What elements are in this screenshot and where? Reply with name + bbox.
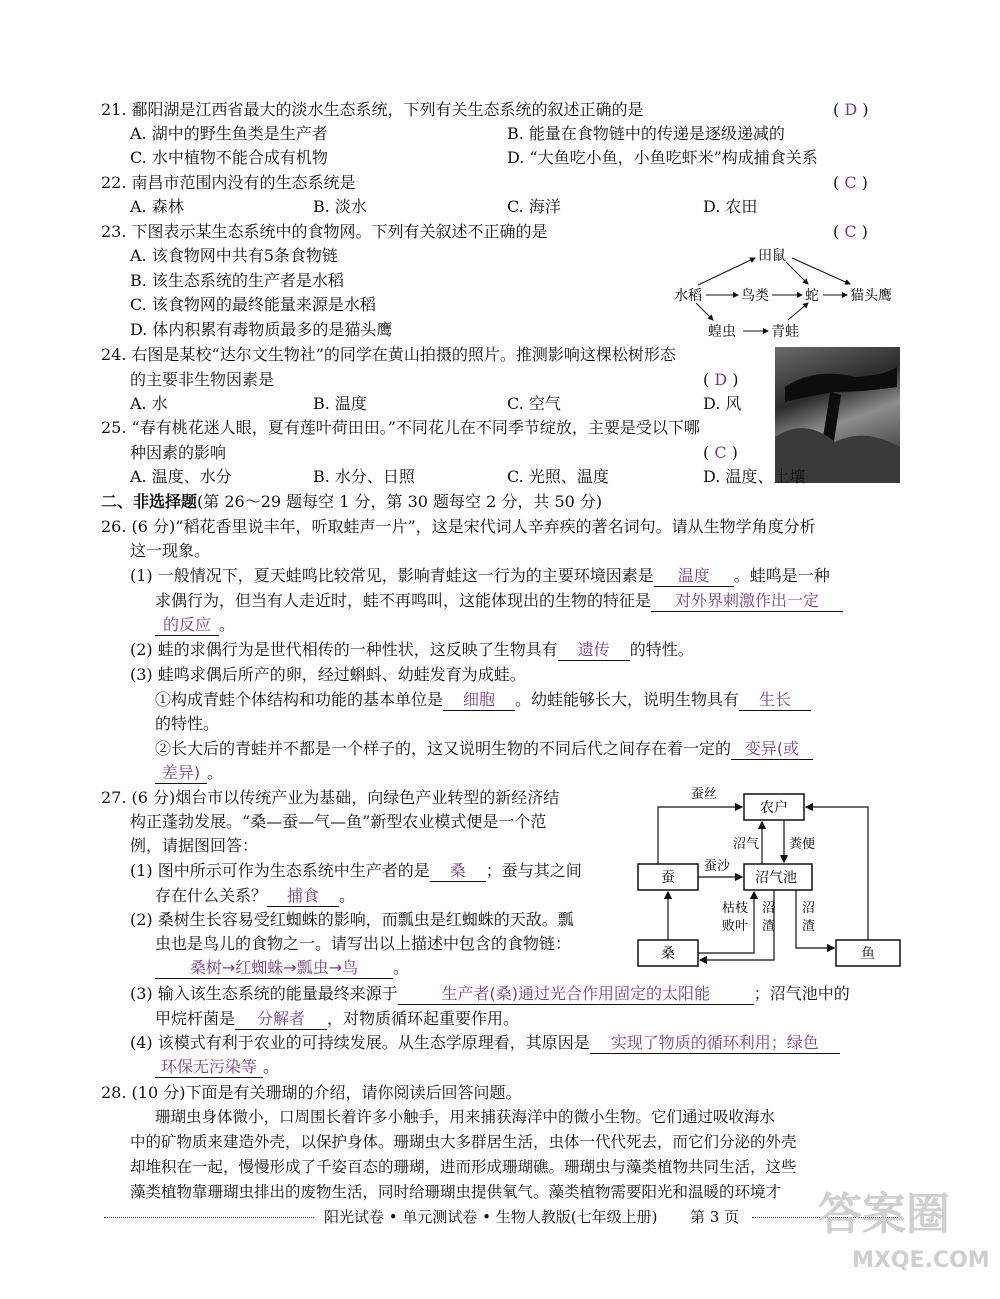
q25-option-a: A. 温度、水分 (130, 467, 232, 486)
q23-answer: C (844, 222, 857, 241)
q27-part3-line2 (155, 1009, 519, 1030)
q28-passage-line1: 珊瑚虫身体微小，口周围长着许多小触手，用来捕获海洋中的微小生物。它们通过吸收海水 (155, 1108, 776, 1126)
footer-page: 第 3 页 (690, 1208, 740, 1226)
q21-answer: D (844, 100, 858, 119)
arrow-fish-farmer (806, 807, 868, 940)
web-snake: 蛇 (805, 288, 819, 304)
pine-tree-silhouette (775, 347, 900, 483)
label-res1a: 沼 (762, 901, 776, 916)
q24-stem-line2: 的主要非生物因素是 (130, 370, 275, 389)
q27-answer4: 生产者(桑)通过光合作用固定的太阳能 (398, 984, 754, 1005)
q24-option-d: D. 风 (703, 394, 742, 413)
q22-option-a: A. 森林 (130, 197, 184, 216)
q27-part2-line1: (2) 桑树生长容易受红蜘蛛的影响，而瓢虫是红蜘蛛的天敌。瓢 (130, 910, 574, 929)
q27-part4-line2: 环保无污染等 。 (155, 1057, 279, 1078)
q27-p1b: ；蚕与其之间 (485, 861, 582, 880)
q27-p3b: ；沼气池中的 (753, 984, 850, 1003)
q27-part4-line1 (130, 1033, 840, 1054)
q27-part1-line1 (130, 861, 582, 882)
q26-answer3: 遗传 (558, 640, 630, 661)
q27-eco-diagram (636, 782, 904, 974)
q24-option-a: A. 水 (130, 394, 168, 413)
q26-part1-line2 (155, 591, 843, 612)
label-silk: 蚕丝 (691, 787, 718, 802)
arrow-frog-snake (788, 303, 808, 320)
q21-option-a: A. 湖中的野生鱼类是生产者 (130, 124, 328, 143)
footer-text: 阳光试卷 • 单元测试卷 • 生物人教版(七年级上册) (324, 1208, 658, 1226)
q26-part3b-line2: 差异) 。 (155, 763, 223, 784)
q27-stem-line2: 构正蓬勃发展。“桑—蚕—气—鱼”新型农业模式便是一个范 (130, 812, 547, 831)
watermark-url: MXQE.COM (852, 1248, 990, 1273)
label-sand: 蚕沙 (704, 859, 731, 874)
arrow-rice-locust (696, 303, 713, 320)
arrow-mouse-owl (792, 258, 850, 284)
q25-stem-line2: 种因素的影响 (130, 443, 227, 462)
q26-answer1: 温度 (654, 566, 734, 587)
q24-answer-paren: ( D ) (703, 370, 739, 389)
q27-part3-line1 (130, 984, 850, 1005)
watermark-logo: 答案圈 (818, 1189, 950, 1240)
label-fish: 鱼 (861, 946, 875, 962)
q27-answer2: 捕食 (267, 886, 339, 907)
q25-answer-paren: ( C ) (703, 443, 738, 462)
q26-part3a-line1 (155, 690, 811, 711)
q26-stem-line1: 26. (6 分)“稻花香里说丰年，听取蛙声一片”，这是宋代词人辛弃疾的著名词句。请从生物学角度分析 (101, 517, 816, 536)
q26-p3ab: 。幼蛙能够长大，说明生物具有 (515, 690, 740, 709)
q26-part3a-line2: 的特性。 (155, 714, 220, 733)
arrow-silk (658, 807, 742, 864)
q27-stem-line3: 例，请据图回答： (130, 836, 259, 855)
q23-stem: 23. 下图表示某生态系统中的食物网。下列有关叙述不正确的是 (101, 222, 548, 241)
q27-answer6a: 实现了物质的循环利用；绿色 (590, 1033, 840, 1054)
q27-p3c: 甲烷杆菌是 (155, 1009, 236, 1028)
label-silkworm: 蚕 (661, 870, 675, 886)
q26-part3: (3) 蛙鸣求偶后所产的卵，经过蝌蚪、幼蛙发育为成蛙。 (130, 665, 526, 684)
q27-part2-line3: 桑树→红蜘蛛→瓢虫→鸟 。 (155, 958, 409, 979)
web-bird: 鸟类 (741, 288, 769, 304)
label-res2b: 渣 (802, 919, 816, 934)
q21-option-c: C. 水中植物不能合成有机物 (130, 148, 328, 167)
q26-p3aa: ①构成青蛙个体结构和功能的基本单位是 (155, 690, 444, 709)
q26-answer4: 细胞 (443, 690, 515, 711)
q26-answer6b: 差异) (155, 763, 207, 784)
q27-p3a: (3) 输入该生态系统的能量最终来源于 (130, 984, 398, 1003)
q22-option-c: C. 海洋 (507, 197, 561, 216)
label-leaves2: 败叶 (722, 919, 749, 934)
q28-passage-line4: 藻类植物靠珊瑚虫排出的废物生活，同时给珊瑚虫提供氧气。藻类植物需要阳光和温暖的环境才 (130, 1183, 782, 1201)
arrow-rice-mouse (698, 258, 755, 285)
web-owl: 猫头鹰 (850, 288, 892, 304)
q26-part1-line1 (130, 566, 830, 587)
q28-stem: 28. (10 分)下面是有关珊瑚的介绍，请你阅读后回答问题。 (101, 1083, 522, 1102)
q24-answer: D (714, 370, 728, 389)
q26-answer5: 生长 (739, 690, 811, 711)
q22-stem: 22. 南昌市范围内没有的生态系统是 (101, 173, 356, 192)
q27-answer3: 桑树→红蜘蛛→瓢虫→鸟 (155, 958, 393, 979)
label-mulberry: 桑 (661, 946, 675, 962)
q23-option-a: A. 该食物网中共有5条食物链 (130, 246, 338, 265)
q21-option-d: D. “大鱼吃小鱼，小鱼吃虾米”构成捕食关系 (507, 148, 818, 167)
q24-option-c: C. 空气 (507, 394, 561, 413)
q26-answer6a: 变异(或 (731, 739, 813, 760)
q26-p1b: 。蛙鸣是一种 (733, 566, 830, 585)
q27-stem-line1: 27. (6 分)烟台市以传统产业为基础，向绿色产业转型的新经济结 (101, 788, 560, 807)
section2-title: 二、非选择题 (101, 492, 198, 511)
q25-answer: C (714, 443, 727, 462)
q26-part2 (130, 640, 694, 661)
q25-option-b: B. 水分、日照 (313, 467, 415, 486)
q27-p1c: 存在什么关系？ (155, 886, 268, 905)
q21-answer-paren: ( D ) (833, 100, 869, 119)
web-locust: 蝗虫 (708, 324, 736, 340)
q25-option-c: C. 光照、温度 (507, 467, 609, 486)
q26-answer2a: 对外界刺激作出一定 (651, 591, 843, 612)
q26-part1-line3: 的反应 。 (155, 615, 235, 636)
q28-passage-line2: 中的矿物质来建造外壳，以保护身体。珊瑚虫大多群居生活，虫体一代代死去，而它们分泌的外壳 (130, 1133, 797, 1151)
q27-answer5: 分解者 (235, 1009, 327, 1030)
q24-option-b: B. 温度 (313, 394, 367, 413)
q26-p1c: 求偶行为，但当有人走近时，蛙不再鸣叫，这能体现出的生物的特征是 (155, 591, 652, 610)
q23-option-c: C. 该食物网的最终能量来源是水稻 (130, 295, 376, 314)
q27-part2-line2: 虫也是鸟儿的食物之一。请写出以上描述中包含的食物链： (155, 934, 572, 953)
q22-answer: C (844, 173, 857, 192)
q21-option-b: B. 能量在食物链中的传递是逐级递减的 (507, 124, 785, 143)
q23-option-d: D. 体内积累有毒物质最多的是猫头鹰 (130, 320, 393, 339)
web-mouse: 田鼠 (758, 248, 786, 264)
web-frog: 青蛙 (771, 324, 799, 340)
q26-p1a: (1) 一般情况下，夏天蛙鸣比较常见，影响青蛙这一行为的主要环境因素是 (130, 566, 654, 585)
q26-p2b: 的特性。 (629, 640, 694, 659)
label-biogas: 沼气池 (755, 870, 797, 886)
q21-stem: 21. 鄱阳湖是江西省最大的淡水生态系统，下列有关生态系统的叙述正确的是 (101, 100, 644, 119)
q26-p3ba: ②长大后的青蛙并不都是一个样子的，这又说明生物的不同后代之间存在着一定的 (155, 739, 732, 758)
label-res1b: 渣 (762, 919, 776, 934)
q27-p4a: (4) 该模式有利于农业的可持续发展。从生态学原理看，其原因是 (130, 1033, 590, 1052)
q23-option-b: B. 该生态系统的生产者是水稻 (130, 271, 344, 290)
q27-part1-line2: 存在什么关系？ 捕食 。 (155, 886, 356, 905)
q26-answer2b: 的反应 (155, 615, 219, 636)
q22-answer-paren: ( C ) (833, 173, 868, 192)
q27-answer6b: 环保无污染等 (155, 1057, 263, 1078)
q23-food-web (668, 240, 908, 345)
label-gas: 沼气 (733, 837, 760, 852)
arrow-mouse-snake (786, 262, 808, 284)
label-leaves1: 枯枝 (722, 901, 749, 916)
q25-stem-line1: 25. “春有桃花迷人眼，夏有莲叶荷田田。”不同花儿在不同季节绽放，主要是受以下哪 (101, 418, 700, 437)
label-res2a: 沼 (802, 901, 816, 916)
q27-answer1: 桑 (430, 861, 486, 882)
pine-tree-photo (775, 347, 900, 483)
q27-p1a: (1) 图中所示可作为生态系统中生产者的是 (130, 861, 430, 880)
label-manure: 粪便 (789, 837, 816, 852)
q28-passage-line3: 却堆积在一起，慢慢形成了千姿百态的珊瑚，进而形成珊瑚礁。珊瑚虫与藻类植物共同生活，这些 (130, 1158, 797, 1176)
q24-stem-line1: 24. 右图是某校“达尔文生物社”的同学在黄山拍摄的照片。推测影响这棵松树形态 (101, 345, 676, 364)
q26-stem-line2: 这一现象。 (130, 541, 211, 560)
q26-p2a: (2) 蛙的求偶行为是世代相传的一种性状，这反映了生物具有 (130, 640, 558, 659)
label-farmer: 农户 (760, 800, 788, 816)
q27-p3d: ，对物质循环起重要作用。 (327, 1009, 520, 1028)
q22-option-d: D. 农田 (703, 197, 758, 216)
section2-heading (101, 492, 602, 512)
q22-option-b: B. 淡水 (313, 197, 367, 216)
section2-note: (第 26～29 题每空 1 分，第 30 题每空 2 分，共 50 分) (197, 492, 603, 511)
q25-option-d: D. 温度、土壤 (703, 467, 806, 486)
q23-answer-paren: ( C ) (833, 222, 868, 241)
q26-part3b-line1 (155, 739, 813, 760)
footer-rule-left (104, 1217, 314, 1218)
web-rice: 水稻 (674, 288, 702, 304)
